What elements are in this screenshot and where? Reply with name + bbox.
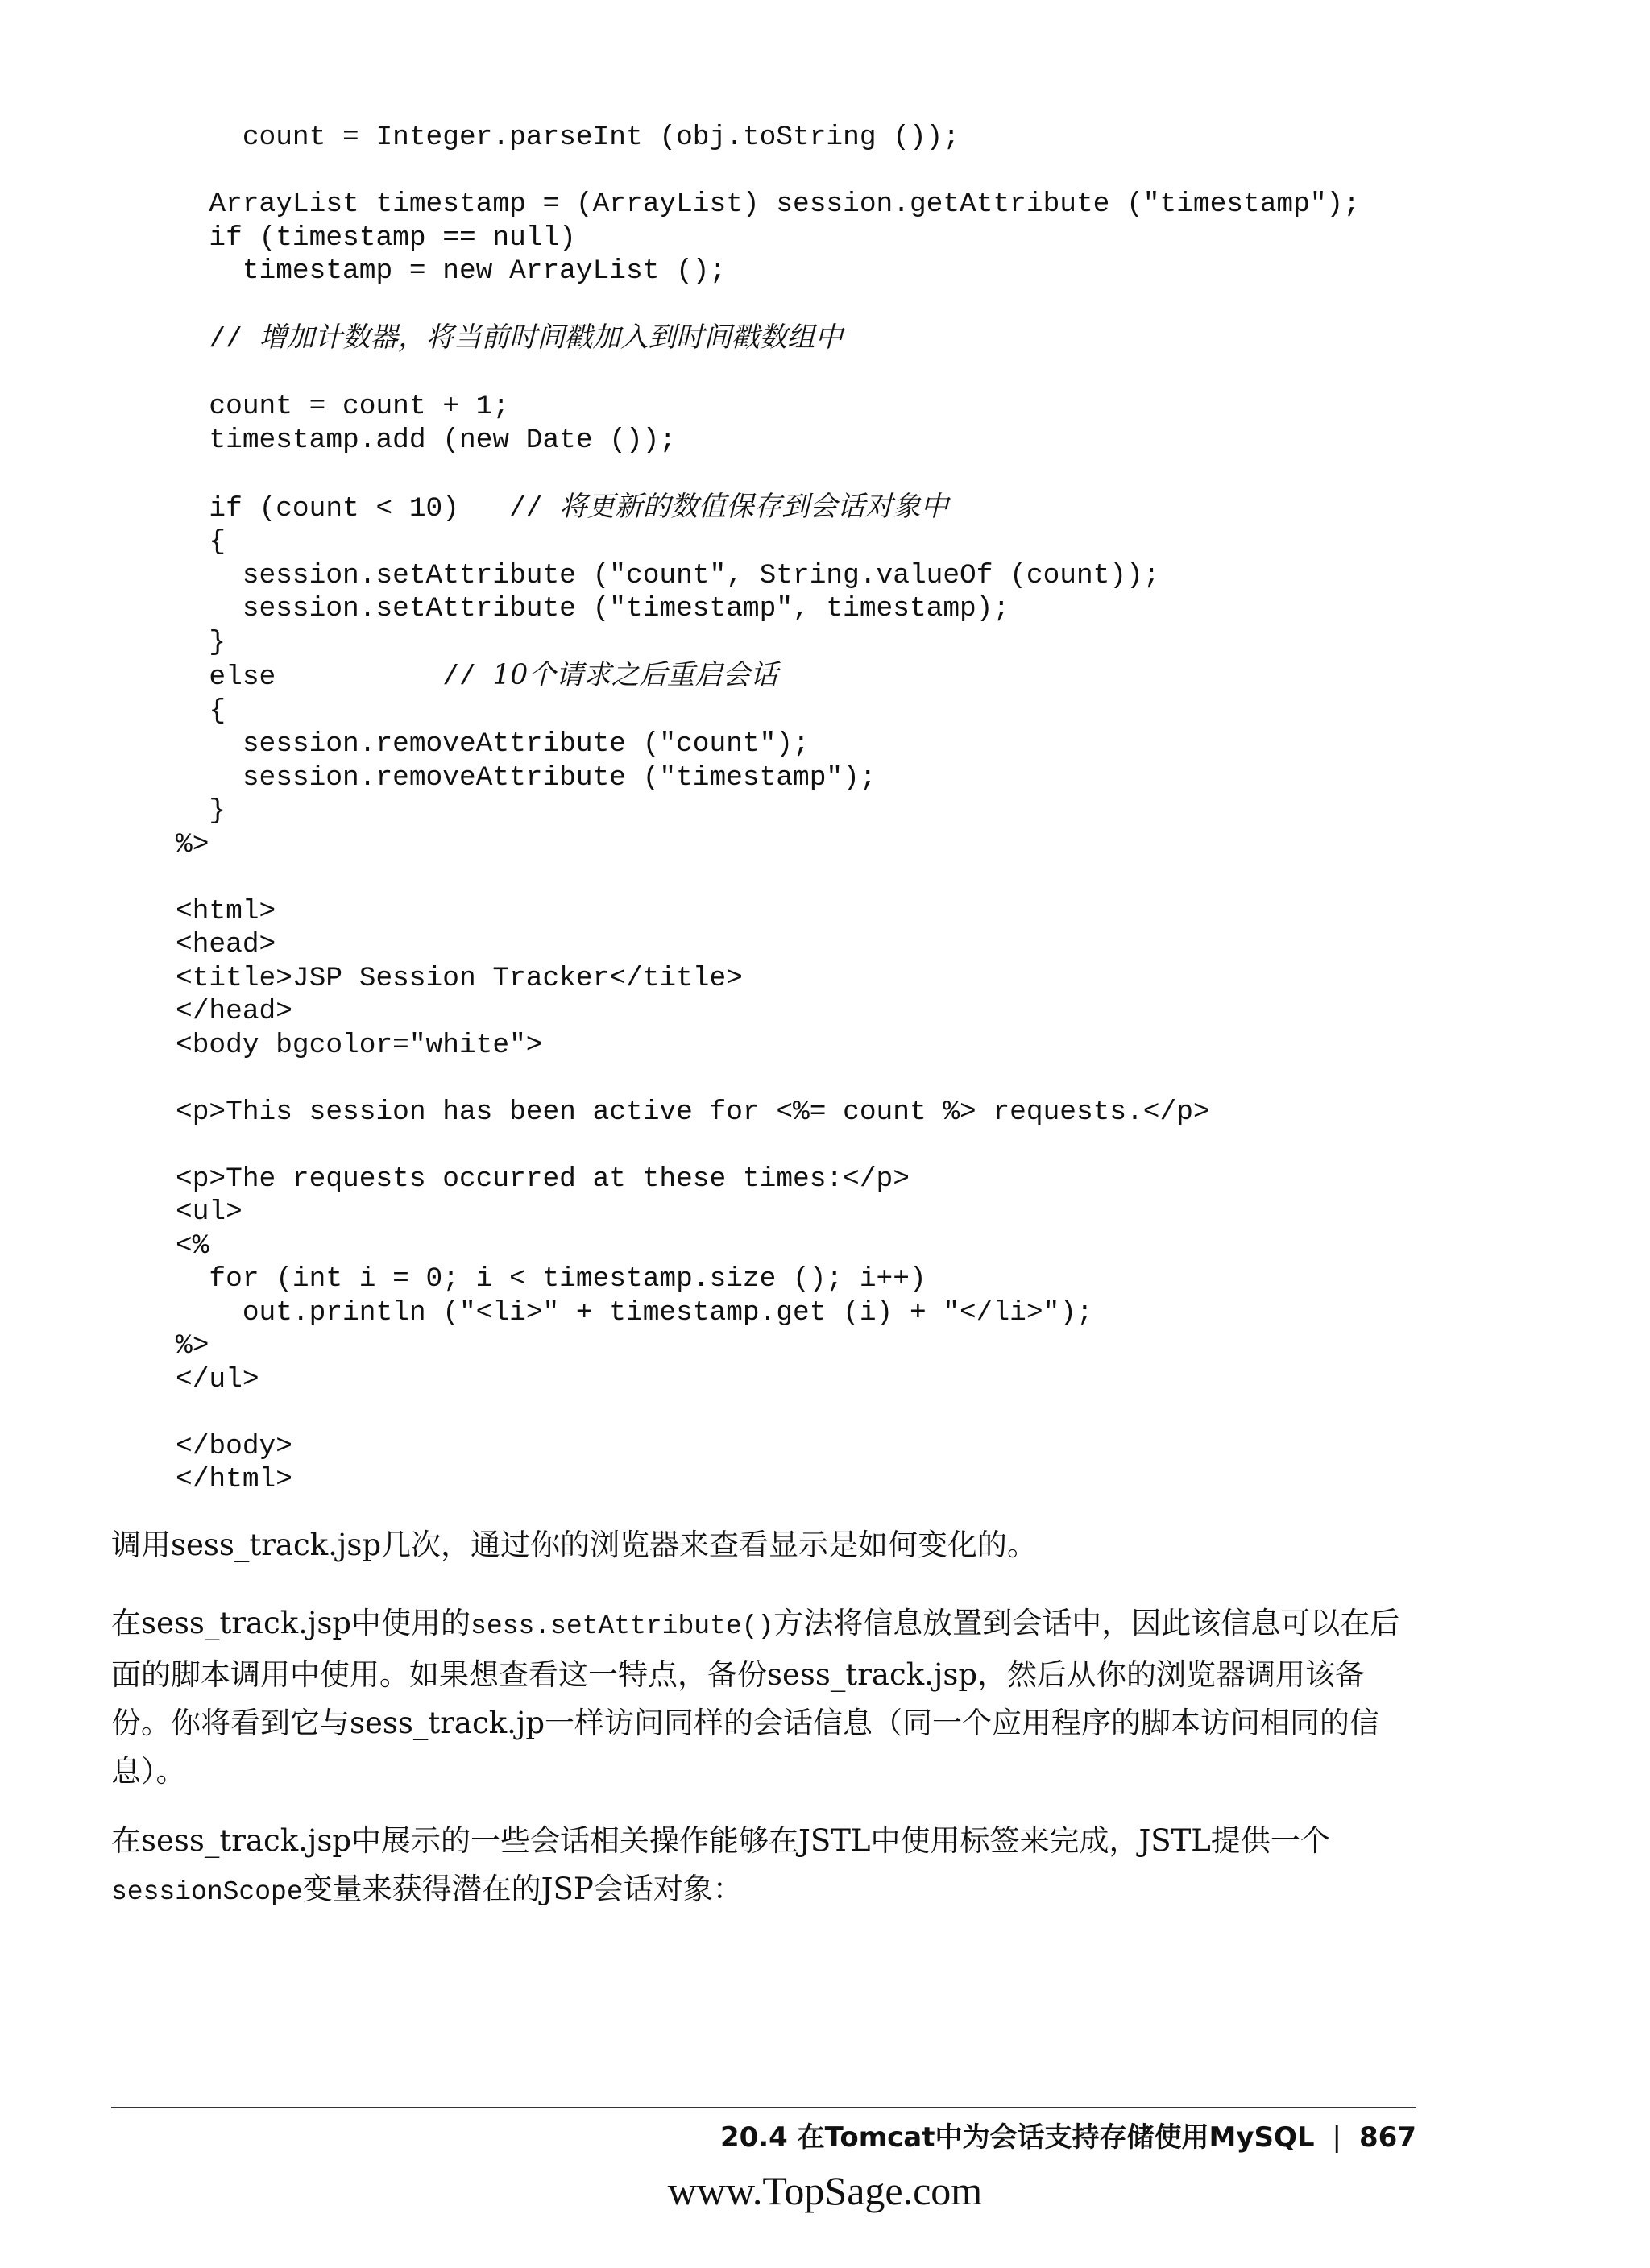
footer-section-title: 20.4 在Tomcat中为会话支持存储使用MySQL [719,2121,1315,2154]
code-line [176,1163,1465,1196]
code-line [176,1096,1465,1130]
code-text: if (count < 10) // [176,492,560,525]
paragraph-3-code: sessionScope [111,1877,303,1907]
paragraph-1-text: 调用sess_track.jsp几次，通过你的浏览器来查看显示是如何变化的。 [111,1528,1038,1562]
code-line [176,694,1465,728]
code-text: %> [176,828,209,860]
code-text: ArrayList timestamp = (ArrayList) session.getAttribute ("timestamp"); [176,189,1360,220]
code-text: <body bgcolor="white"> [176,1029,543,1061]
code-text: session.removeAttribute ("count"); [176,728,810,760]
paragraph-2-text-b: 方法将信息放置到会话中，因此该信息可以在后面的脚本调用中使用。如果想查看这一特点，备份sess_track.jsp，然后从你的浏览器调用该备份。你将看到它与sess_track.jp一样访问同样的会话信息（同一个应用程序的脚本访问相同的信息）。 [111,1606,1400,1789]
code-text: { [176,526,226,558]
code-text: session.removeAttribute ("timestamp"); [176,761,877,794]
code-text: </body> [176,1430,292,1462]
page-number: 867 [1359,2121,1416,2154]
code-text: </html> [176,1464,292,1495]
code-line [176,895,1465,929]
code-line [176,728,1465,761]
code-text: timestamp.add (new Date ()); [176,424,677,456]
code-line [176,222,1465,255]
code-line [176,828,1465,862]
running-footer [720,2115,1416,2154]
paragraph-2-text-a: 在sess_track.jsp中使用的 [111,1606,471,1640]
code-line [176,288,1465,322]
code-text: { [176,694,226,727]
code-line [176,761,1465,795]
code-line [176,626,1465,660]
code-text: <p>This session has been active for <%= count %> requests.</p> [176,1096,1210,1128]
code-text: timestamp = new ArrayList (); [176,255,727,287]
code-text: <html> [176,895,276,927]
code-line [176,491,1465,526]
code-text: </ul> [176,1363,259,1395]
paragraph-3-text-a: 在sess_track.jsp中展示的一些会话相关操作能够在JSTL中使用标签来完成，JSTL提供一个 [111,1823,1330,1858]
code-comment: 将更新的数值保存到会话对象中 [559,490,949,523]
code-line [176,995,1465,1029]
code-comment: 增加计数器，将当前时间戳加入到时间戳数组中 [259,321,844,354]
code-text: count = Integer.parseInt (obj.toString ()); [176,122,960,153]
code-text: } [176,795,226,827]
code-line [176,1363,1465,1397]
code-text: else // [176,661,493,693]
code-line [176,155,1465,189]
code-text: count = count + 1; [176,391,510,422]
code-listing [176,121,1465,1497]
code-line [176,255,1465,288]
code-line [176,1329,1465,1363]
code-line [176,962,1465,996]
code-text: <ul> [176,1196,243,1228]
code-text: <head> [176,929,276,960]
code-line [176,592,1465,626]
code-text: // [176,324,259,355]
watermark: www.TopSage.com [667,2168,983,2213]
code-line [176,659,1465,694]
code-line [176,424,1465,458]
code-line [176,321,1465,357]
code-line [176,390,1465,424]
code-line [176,121,1465,155]
paragraph-3-text-b: 变量来获得潜在的JSP会话对象： [302,1872,743,1906]
code-line [176,1263,1465,1296]
code-text: session.setAttribute ("timestamp", timestamp); [176,593,1010,624]
code-text: <title>JSP Session Tracker</title> [176,962,743,994]
code-line [176,928,1465,962]
footer-rule [111,2107,1416,2108]
code-line [176,861,1465,895]
code-text: session.setAttribute ("count", String.valueOf (count)); [176,559,1160,591]
code-line [176,794,1465,828]
code-line [176,1062,1465,1096]
code-text: <% [176,1229,209,1262]
paragraph-1 [111,1521,1416,1569]
code-line [176,188,1465,222]
code-line [176,1430,1465,1464]
paragraph-2 [111,1599,1416,1796]
code-text: %> [176,1330,209,1362]
code-line [176,1296,1465,1330]
code-text: if (timestamp == null) [176,222,576,254]
code-text: <p>The requests occurred at these times:</p> [176,1163,910,1195]
code-line [176,357,1465,391]
code-line [176,1463,1465,1497]
code-line [176,525,1465,559]
paragraph-2-code: sess.setAttribute() [471,1611,774,1641]
paragraph-3 [111,1817,1416,1917]
code-line [176,457,1465,491]
code-line [176,559,1465,593]
code-line [176,1229,1465,1263]
code-comment: 10个请求之后重启会话 [492,659,778,691]
footer-separator: | [1332,2121,1342,2154]
code-text: </head> [176,996,292,1027]
code-text: out.println ("<li>" + timestamp.get (i) + "</li>"); [176,1296,1093,1329]
code-line [176,1129,1465,1163]
code-line [176,1196,1465,1229]
code-line [176,1029,1465,1063]
code-text: } [176,626,226,658]
code-text: for (int i = 0; i < timestamp.size (); i++) [176,1263,927,1295]
code-line [176,1396,1465,1430]
